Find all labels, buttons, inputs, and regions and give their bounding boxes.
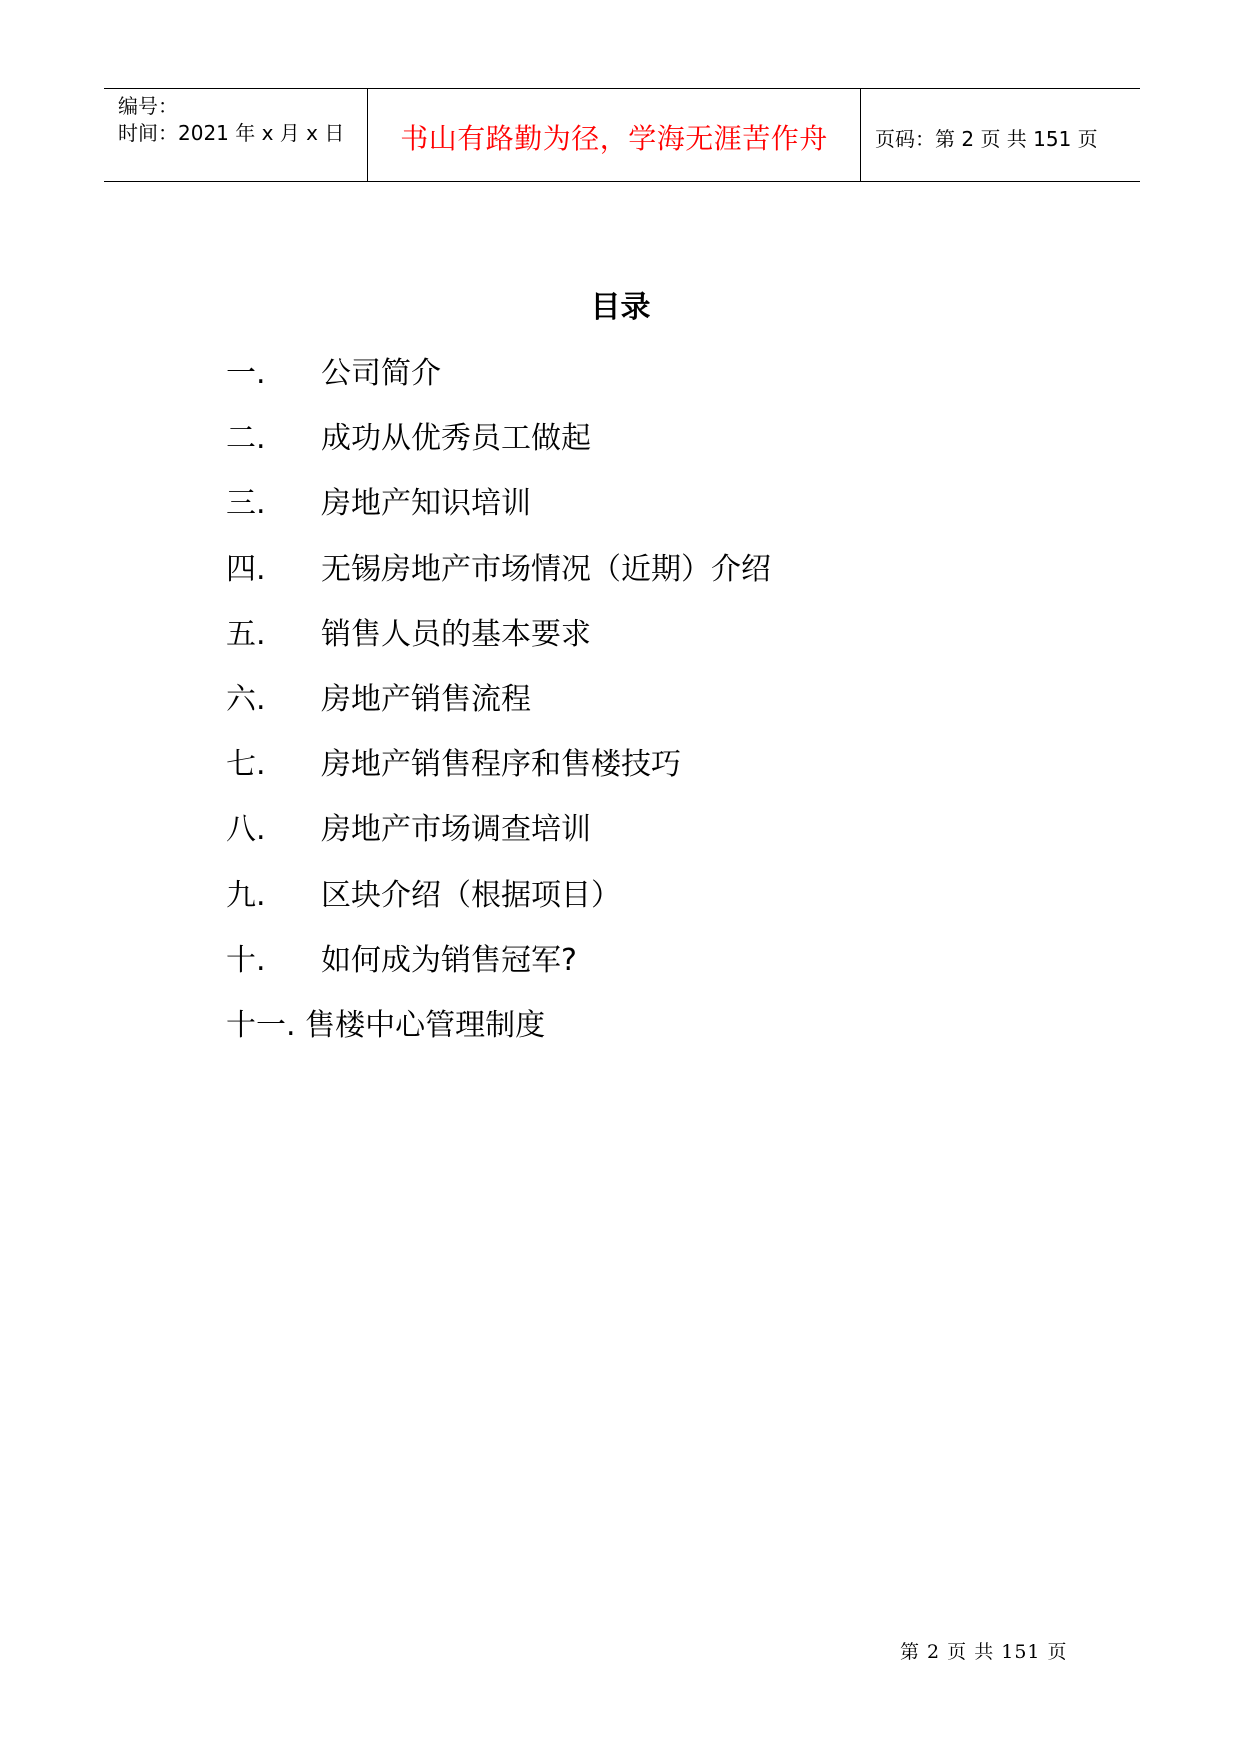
toc-item[interactable] xyxy=(226,680,1126,745)
toc-item-number: 四. xyxy=(226,551,266,587)
toc-item-text: 销售人员的基本要求 xyxy=(321,616,591,652)
toc-item[interactable] xyxy=(226,941,1126,1006)
toc-title: 目录 xyxy=(590,290,651,325)
document-time-label: 时间：2021 年 x 月 x 日 xyxy=(118,121,345,145)
toc-item-text: 成功从优秀员工做起 xyxy=(321,421,591,457)
toc-item[interactable] xyxy=(226,1006,1126,1071)
header-motto-cell xyxy=(368,89,861,181)
toc-item[interactable] xyxy=(226,810,1126,875)
document-number-label: 编号： xyxy=(118,94,178,118)
toc-item-number: 六. xyxy=(226,681,266,717)
toc-list xyxy=(226,354,1126,1071)
toc-item-text: 如何成为销售冠军? xyxy=(321,942,577,978)
toc-item[interactable] xyxy=(226,484,1126,549)
toc-item-text: 房地产销售程序和售楼技巧 xyxy=(321,747,681,783)
toc-item-number: 八. xyxy=(226,812,266,848)
toc-item-text: 无锡房地产市场情况（近期）介绍 xyxy=(321,551,771,587)
header-page-cell xyxy=(861,89,1140,181)
toc-item-text: 十一. 售楼中心管理制度 xyxy=(226,1007,546,1043)
toc-item-text: 公司简介 xyxy=(321,356,441,391)
toc-item-number: 五. xyxy=(226,616,266,652)
header-motto: 书山有路勤为径，学海无涯苦作舟 xyxy=(400,122,828,155)
toc-item[interactable] xyxy=(226,550,1126,615)
toc-item-text: 房地产市场调查培训 xyxy=(321,812,591,848)
toc-item[interactable] xyxy=(226,419,1126,484)
toc-item-text: 区块介绍（根据项目） xyxy=(321,877,621,913)
toc-item-text: 房地产销售流程 xyxy=(321,681,531,717)
toc-item-text: 房地产知识培训 xyxy=(321,486,531,522)
toc-item-number: 七. xyxy=(226,747,266,783)
toc-item-number: 三. xyxy=(226,486,266,522)
toc-item-number: 十. xyxy=(226,942,266,978)
toc-item-number: 一. xyxy=(226,356,266,391)
toc-item[interactable] xyxy=(226,876,1126,941)
toc-item-number: 二. xyxy=(226,421,266,457)
toc-item-number: 九. xyxy=(226,877,266,913)
page-footer: 第 2 页 共 151 页 xyxy=(900,1641,1068,1663)
header-page-code: 页码：第 2 页 共 151 页 xyxy=(875,126,1098,151)
toc-item[interactable] xyxy=(226,745,1126,810)
toc-item[interactable] xyxy=(226,354,1126,419)
toc-item[interactable] xyxy=(226,615,1126,680)
page-header xyxy=(104,88,1140,182)
header-meta-cell xyxy=(104,89,368,181)
